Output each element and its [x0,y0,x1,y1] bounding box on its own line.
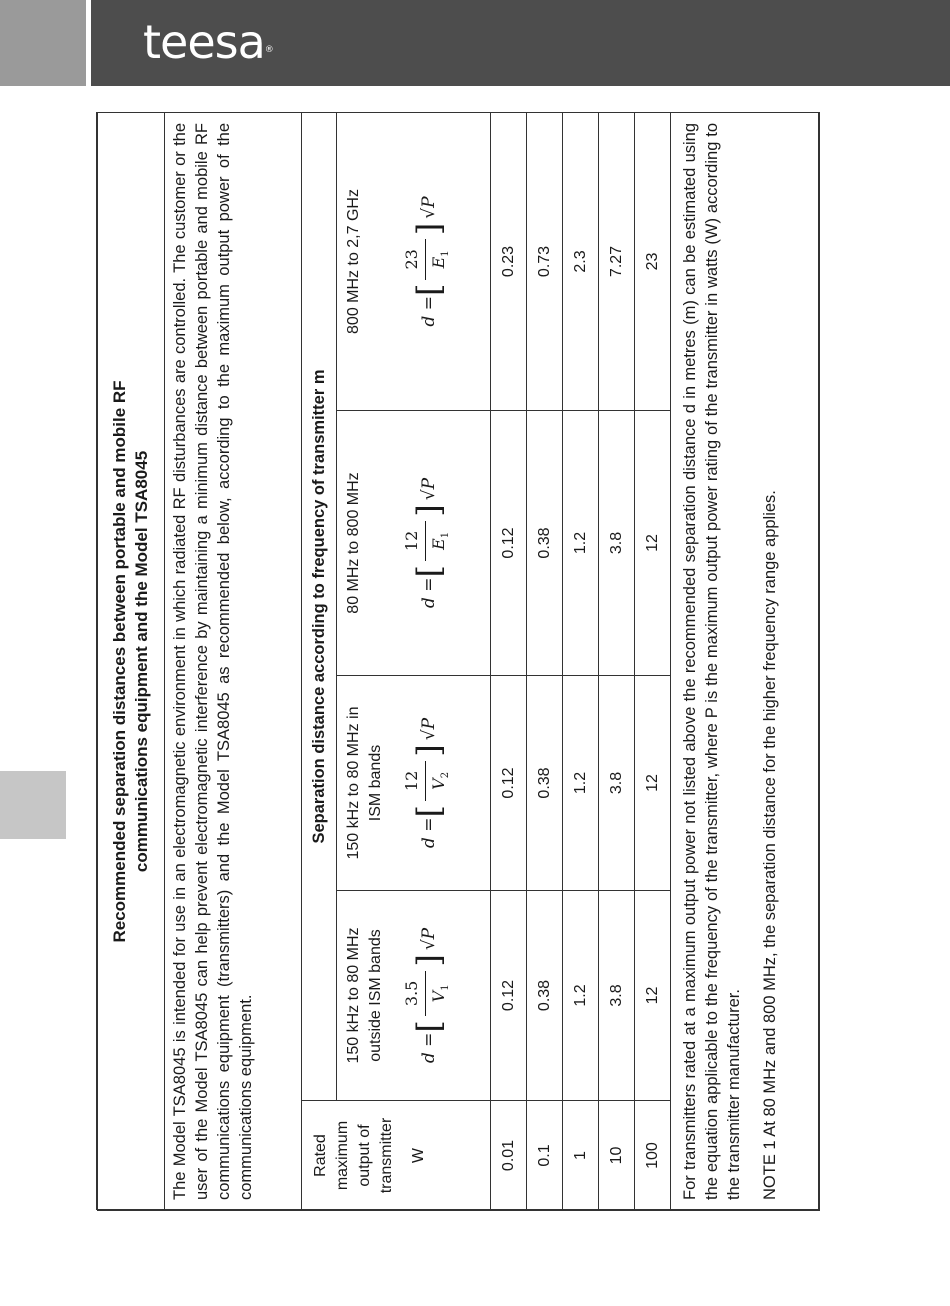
table-title: Recommended separation distances between portable and mobile RF communications equipment and the Model TSA8045 [98,112,165,1210]
cell-value: 0.73 [527,112,563,410]
separation-header: Separation distance according to frequency of transmitter m [302,112,337,1100]
cell-value: 12 [635,891,671,1101]
cell-value: 23 [635,112,671,410]
separation-distance-table [97,112,820,1211]
cell-watts: 0.01 [491,1101,527,1211]
column-header-1: 150 kHz to 80 MHz outside ISM bands d = [ 3.5 $V_1$ ] √P [337,891,491,1101]
footnote [671,112,820,1210]
cell-value: 2.3 [563,112,599,410]
cell-value: 1.2 [563,891,599,1101]
cell-value: 0.38 [527,891,563,1101]
cell-watts: 1 [563,1101,599,1211]
rf-separation-table-frame [96,112,819,1210]
side-tab-marker [0,771,66,839]
cell-value: 0.12 [491,676,527,891]
header-bar [91,0,950,86]
cell-value: 0.23 [491,112,527,410]
cell-value: 3.8 [599,676,635,891]
table-row [599,112,635,1210]
cell-value: 1.2 [563,411,599,676]
table-row [491,112,527,1210]
column-header-4: 800 MHz to 2,7 GHz d = [ 23 $E_1$ ] √P [337,112,491,410]
cell-value: 12 [635,411,671,676]
brand-logo: teesa® [143,15,273,69]
footnote-text: For transmitters rated at a maximum output power not listed above the recommended separation distance d in metres (m) can be estimated using the equation applicable to the frequency of the transmitter, where P is the maximum output power rating of the transmitter in watts (W) according to the transmitter manufacturer. [681,122,744,1200]
table-row [527,112,563,1210]
table-row [635,112,671,1210]
cell-value: 12 [635,676,671,891]
cell-value: 0.38 [527,411,563,676]
note-1: NOTE 1 At 80 MHz and 800 MHz, the separation distance for the higher frequency range applies. [761,490,780,1200]
cell-value: 0.12 [491,891,527,1101]
column-header-3: 80 MHz to 800 MHz d = [ 12 $E_1$ ] √P [337,411,491,676]
cell-value: 3.8 [599,411,635,676]
cell-value: 7.27 [599,112,635,410]
rotated-content [97,113,820,1211]
cell-value: 0.38 [527,676,563,891]
cell-value: 1.2 [563,676,599,891]
header-grey-block [0,0,86,86]
cell-watts: 10 [599,1101,635,1211]
intro-paragraph: The Model TSA8045 is intended for use in an electromagnetic environment in which radiated RF disturbances are controlled. The customer or the user of the Model TSA8045 can help prevent electromagnetic interference by maintaining a minimum distance between portable and mobile RF communications equipment (transmitters) and the Model TSA8045 as recommended below, according to the maximum output power of the communications equipment. [165,112,302,1210]
column-header-2: 150 kHz to 80 MHz in ISM bands d = [ 12 $V_2$ ] √P [337,676,491,891]
cell-watts: 100 [635,1101,671,1211]
table-row [563,112,599,1210]
formula-2: d = [ 12 $V_2$ ] √P [402,717,452,849]
cell-value: 0.12 [491,411,527,676]
formula-4: d = [ 23 $E_1$ ] √P [402,196,452,327]
rated-output-header: Rated maximum output of transmitter W [302,1101,491,1211]
cell-watts: 0.1 [527,1101,563,1211]
formula-3: d = [ 12 $E_1$ ] √P [402,477,452,609]
cell-value: 3.8 [599,891,635,1101]
formula-1: d = [ 3.5 $V_1$ ] √P [402,927,452,1064]
